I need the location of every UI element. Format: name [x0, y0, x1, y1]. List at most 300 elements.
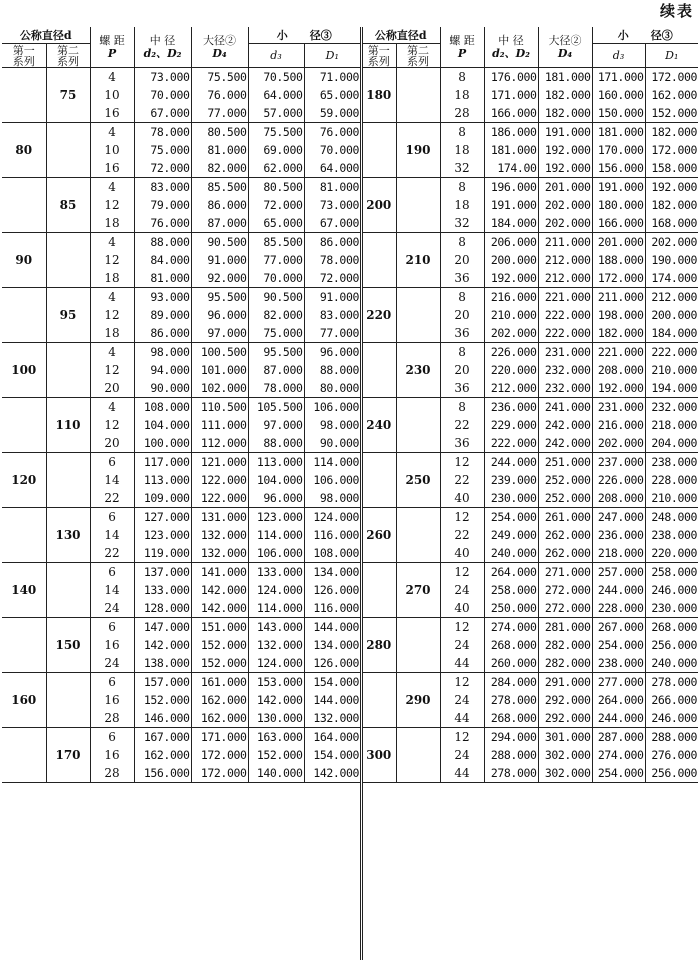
- minor-d3-value: 114.000: [248, 526, 304, 544]
- pitch-value: 6: [90, 508, 134, 527]
- nominal-diameter-header-r: 公称直径d: [362, 27, 440, 44]
- minor-d3-value: 163.000: [248, 728, 304, 747]
- minor-D1-value: 240.000: [645, 654, 698, 673]
- minor-d3-value: 75.500: [248, 123, 304, 142]
- minor-d3-value: 171.000: [592, 68, 645, 87]
- pitch-diameter-value: 93.000: [134, 288, 191, 307]
- table-row: [2, 728, 360, 747]
- major-diameter-value: 86.000: [191, 196, 248, 214]
- minor-D1-value: 194.000: [645, 379, 698, 398]
- pitch-diameter-value: 138.000: [134, 654, 191, 673]
- minor-d3-value: 216.000: [592, 416, 645, 434]
- series1-diameter: [2, 618, 46, 673]
- pitch-dia-symbol-r: d₂、D₂: [492, 47, 530, 60]
- pitch-diameter-value: 67.000: [134, 104, 191, 123]
- minor-d3-value: 191.000: [592, 178, 645, 197]
- pitch-value: 28: [90, 709, 134, 728]
- pitch-diameter-value: 260.000: [484, 654, 538, 673]
- major-diameter-value: 282.000: [538, 654, 592, 673]
- pitch-diameter-value: 75.000: [134, 141, 191, 159]
- series1-diameter: [362, 563, 396, 618]
- series2-diameter: 230: [396, 343, 440, 398]
- thread-table-right: [362, 27, 698, 783]
- series2-header-r: [396, 44, 440, 68]
- major-diameter-value: 142.000: [191, 599, 248, 618]
- pitch-value: 8: [440, 178, 484, 197]
- major-diameter-value: 132.000: [191, 526, 248, 544]
- major-symbol-r: D₄: [557, 47, 573, 60]
- minor-diameter-header-r: 小 径③: [592, 27, 698, 44]
- major-diameter-value: 212.000: [538, 269, 592, 288]
- pitch-value: 8: [440, 288, 484, 307]
- series2-diameter: 75: [46, 68, 90, 123]
- major-diameter-value: 97.000: [191, 324, 248, 343]
- major-diameter-value: 87.000: [191, 214, 248, 233]
- pitch-value: 12: [440, 673, 484, 692]
- pitch-diameter-value: 162.000: [134, 746, 191, 764]
- pitch-diameter-value: 147.000: [134, 618, 191, 637]
- table-row: [2, 233, 360, 252]
- series1-diameter: 240: [362, 398, 396, 453]
- major-diameter-value: 191.000: [538, 123, 592, 142]
- minor-d3-value: 62.000: [248, 159, 304, 178]
- major-diameter-value: 182.000: [538, 86, 592, 104]
- thread-table-left: [2, 27, 360, 783]
- pitch-value: 10: [90, 86, 134, 104]
- major-diameter-value: 181.000: [538, 68, 592, 87]
- major-diameter-value: 192.000: [538, 159, 592, 178]
- table-row: [362, 288, 698, 307]
- pitch-diameter-value: 268.000: [484, 709, 538, 728]
- minor-D1-value: 168.000: [645, 214, 698, 233]
- minor-d3-value: 277.000: [592, 673, 645, 692]
- pitch-diameter-value: 239.000: [484, 471, 538, 489]
- minor-d3-value: 95.500: [248, 343, 304, 362]
- table-row: [362, 178, 698, 197]
- series2-header: [46, 44, 90, 68]
- pitch-label-2: 距: [113, 34, 125, 47]
- pitch-value: 44: [440, 709, 484, 728]
- minor-d3-value: 65.000: [248, 214, 304, 233]
- series2-diameter: [396, 618, 440, 673]
- minor-d3-value: 142.000: [248, 691, 304, 709]
- pitch-value: 12: [440, 508, 484, 527]
- pitch-value: 4: [90, 68, 134, 87]
- table-row: [362, 343, 698, 362]
- major-diameter-value: 252.000: [538, 489, 592, 508]
- minor-d3-value: 244.000: [592, 581, 645, 599]
- nominal-diameter-header: 公称直径d: [2, 27, 90, 44]
- minor-D1-value: 152.000: [645, 104, 698, 123]
- pitch-diameter-value: 79.000: [134, 196, 191, 214]
- pitch-diameter-value: 167.000: [134, 728, 191, 747]
- pitch-diameter-value: 73.000: [134, 68, 191, 87]
- major-diameter-value: 95.500: [191, 288, 248, 307]
- pitch-value: 32: [440, 214, 484, 233]
- major-diameter-value: 122.000: [191, 471, 248, 489]
- minor-D1-header: D₁: [304, 44, 360, 68]
- minor-d3-value: 160.000: [592, 86, 645, 104]
- pitch-diameter-value: 156.000: [134, 764, 191, 783]
- series1-diameter: 80: [2, 123, 46, 178]
- minor-D1-value: 77.000: [304, 324, 360, 343]
- minor-d3-value: 218.000: [592, 544, 645, 563]
- table-row: [2, 398, 360, 417]
- pitch-value: 18: [90, 214, 134, 233]
- minor-d3-value: 124.000: [248, 581, 304, 599]
- major-diameter-value: 82.000: [191, 159, 248, 178]
- minor-D1-value: 184.000: [645, 324, 698, 343]
- table-row: [362, 233, 698, 252]
- pitch-diameter-value: 212.000: [484, 379, 538, 398]
- minor-d3-value: 57.000: [248, 104, 304, 123]
- major-diameter-value: 302.000: [538, 746, 592, 764]
- pitch-value: 18: [90, 269, 134, 288]
- minor-D1-value: 91.000: [319, 290, 360, 304]
- major-diameter-value: 141.000: [191, 563, 248, 582]
- pitch-dia-symbol: d₂、D₂: [143, 47, 182, 60]
- minor-D1-value: 154.000: [313, 675, 360, 689]
- minor-d3-value: 238.000: [592, 654, 645, 673]
- series1-diameter: [2, 398, 46, 453]
- pitch-dia-label-1-r: 中: [498, 34, 510, 47]
- pitch-value: 6: [90, 453, 134, 472]
- minor-D1-value: 210.000: [645, 489, 698, 508]
- series2-label-1: 第二: [57, 43, 79, 57]
- pitch-diameter-value: 78.000: [134, 123, 191, 142]
- table-row: [2, 673, 360, 692]
- minor-D1-value: 218.000: [651, 418, 698, 432]
- pitch-value: 12: [90, 306, 134, 324]
- table-row: [2, 508, 360, 527]
- minor-d3-value: 153.000: [248, 673, 304, 692]
- minor-d3-value: 82.000: [248, 306, 304, 324]
- pitch-symbol: P: [107, 47, 117, 60]
- series1-diameter: 140: [2, 563, 46, 618]
- major-diameter-value: 202.000: [538, 196, 592, 214]
- minor-d3-value: 180.000: [592, 196, 645, 214]
- minor-d3-value: 226.000: [592, 471, 645, 489]
- series1-diameter: 90: [2, 233, 46, 288]
- minor-D1-value: 126.000: [313, 583, 360, 597]
- series2-diameter: 85: [46, 178, 90, 233]
- minor-D1-value: 72.000: [304, 269, 360, 288]
- major-diameter-value: 221.000: [538, 288, 592, 307]
- minor-D1-value: 114.000: [313, 455, 360, 469]
- pitch-value: 32: [440, 159, 484, 178]
- minor-d3-value: 77.000: [248, 251, 304, 269]
- minor-D1-value: 86.000: [319, 235, 360, 249]
- series1-diameter: 100: [2, 343, 46, 398]
- minor-D1-value: 65.000: [319, 88, 360, 102]
- major-diameter-value: 232.000: [538, 361, 592, 379]
- major-diameter-value: 211.000: [538, 233, 592, 252]
- pitch-value: 12: [440, 618, 484, 637]
- pitch-diameter-value: 278.000: [484, 691, 538, 709]
- minor-d3-value: 113.000: [248, 453, 304, 472]
- major-diameter-value: 292.000: [538, 691, 592, 709]
- minor-D1-value: 164.000: [313, 730, 360, 744]
- minor-d3-value: 287.000: [592, 728, 645, 747]
- minor-d3-value: 70.000: [248, 269, 304, 288]
- pitch-value: 6: [90, 728, 134, 747]
- pitch-value: 24: [90, 599, 134, 618]
- minor-D1-value: 59.000: [304, 104, 360, 123]
- minor-D1-value: 70.000: [319, 143, 360, 157]
- pitch-value: 16: [90, 159, 134, 178]
- major-diameter-value: 231.000: [538, 343, 592, 362]
- minor-d3-value: 254.000: [592, 636, 645, 654]
- pitch-value: 36: [440, 324, 484, 343]
- minor-D1-value: 204.000: [645, 434, 698, 453]
- series2-diameter: 190: [396, 123, 440, 178]
- pitch-label-1-r: 螺: [449, 34, 461, 47]
- major-diameter-value: 212.000: [538, 251, 592, 269]
- pitch-diameter-value: 146.000: [134, 709, 191, 728]
- pitch-diameter-value: 83.000: [134, 178, 191, 197]
- pitch-diameter-value: 88.000: [134, 233, 191, 252]
- pitch-diameter-value: 157.000: [134, 673, 191, 692]
- pitch-diameter-value: 171.000: [484, 86, 538, 104]
- minor-D1-value: 64.000: [304, 159, 360, 178]
- pitch-diameter-value: 117.000: [134, 453, 191, 472]
- series1-diameter: 200: [362, 178, 396, 233]
- pitch-value: 18: [440, 86, 484, 104]
- pitch-value: 20: [440, 251, 484, 269]
- series1-diameter: 300: [362, 728, 396, 783]
- pitch-diameter-value: 244.000: [484, 453, 538, 472]
- minor-D1-value: 78.000: [319, 253, 360, 267]
- pitch-value: 22: [440, 471, 484, 489]
- series2-label-2: 系列: [57, 54, 79, 68]
- pitch-value: 12: [440, 728, 484, 747]
- major-diameter-value: 100.500: [191, 343, 248, 362]
- pitch-symbol-r: P: [457, 47, 467, 60]
- pitch-value: 22: [440, 416, 484, 434]
- major-diameter-value: 161.000: [191, 673, 248, 692]
- minor-D1-value: 124.000: [313, 510, 360, 524]
- major-diameter-value: 162.000: [191, 709, 248, 728]
- series2-diameter: 270: [396, 563, 440, 618]
- pitch-value: 12: [90, 361, 134, 379]
- minor-D1-value: 228.000: [651, 473, 698, 487]
- pitch-value: 6: [90, 563, 134, 582]
- pitch-value: 6: [90, 618, 134, 637]
- minor-d3-value: 72.000: [248, 196, 304, 214]
- minor-D1-value: 192.000: [651, 180, 698, 194]
- pitch-value: 44: [440, 764, 484, 783]
- major-label-r: 大径②: [548, 34, 582, 47]
- minor-D1-value: 73.000: [319, 198, 360, 212]
- minor-D1-value: 71.000: [319, 70, 360, 84]
- pitch-diameter-value: 86.000: [134, 324, 191, 343]
- pitch-diameter-value: 254.000: [484, 508, 538, 527]
- series1-diameter: [362, 233, 396, 288]
- pitch-value: 20: [440, 361, 484, 379]
- major-diameter-value: 192.000: [538, 141, 592, 159]
- pitch-value: 4: [90, 123, 134, 142]
- pitch-diameter-value: 184.000: [484, 214, 538, 233]
- minor-D1-value: 144.000: [313, 693, 360, 707]
- minor-D1-value: 246.000: [645, 709, 698, 728]
- series1-diameter: 280: [362, 618, 396, 673]
- minor-d3-value: 132.000: [248, 636, 304, 654]
- pitch-diameter-value: 174.00: [484, 159, 538, 178]
- major-diameter-value: 261.000: [538, 508, 592, 527]
- major-diameter-value: 292.000: [538, 709, 592, 728]
- pitch-diameter-value: 70.000: [134, 86, 191, 104]
- pitch-value: 20: [90, 434, 134, 453]
- pitch-diameter-value: 294.000: [484, 728, 538, 747]
- series2-diameter: 210: [396, 233, 440, 288]
- major-diameter-value: 171.000: [191, 728, 248, 747]
- major-diameter-value: 111.000: [191, 416, 248, 434]
- major-diameter-value: 112.000: [191, 434, 248, 453]
- series2-diameter: [396, 398, 440, 453]
- major-diameter-value: 152.000: [191, 636, 248, 654]
- major-diameter-value: 91.000: [191, 251, 248, 269]
- minor-d3-value: 208.000: [592, 361, 645, 379]
- minor-D1-value: 80.000: [304, 379, 360, 398]
- pitch-value: 14: [90, 526, 134, 544]
- minor-D1-value: 172.000: [651, 143, 698, 157]
- minor-d3-value: 69.000: [248, 141, 304, 159]
- pitch-diameter-value: 123.000: [134, 526, 191, 544]
- series2-diameter: 95: [46, 288, 90, 343]
- minor-D1-value: 256.000: [651, 638, 698, 652]
- minor-d3-value: 244.000: [592, 709, 645, 728]
- series1-diameter: [362, 453, 396, 508]
- series1-diameter: 220: [362, 288, 396, 343]
- major-diameter-value: 281.000: [538, 618, 592, 637]
- pitch-label-1: 螺: [99, 34, 111, 47]
- pitch-value: 44: [440, 654, 484, 673]
- minor-d3-value: 166.000: [592, 214, 645, 233]
- series1-diameter: [2, 68, 46, 123]
- table-row: [362, 398, 698, 417]
- minor-D1-value: 190.000: [651, 253, 698, 267]
- pitch-value: 28: [440, 104, 484, 123]
- pitch-value: 18: [90, 324, 134, 343]
- minor-d3-value: 88.000: [248, 434, 304, 453]
- pitch-value: 24: [440, 636, 484, 654]
- major-diameter-value: 222.000: [538, 324, 592, 343]
- minor-D1-value: 182.000: [651, 198, 698, 212]
- minor-d3-value: 85.500: [248, 233, 304, 252]
- series1-diameter: [2, 508, 46, 563]
- continued-label: 续表: [659, 2, 694, 20]
- minor-d3-value: 211.000: [592, 288, 645, 307]
- minor-D1-value: 90.000: [304, 434, 360, 453]
- pitch-diameter-value: 89.000: [134, 306, 191, 324]
- pitch-diameter-value: 81.000: [134, 269, 191, 288]
- major-diameter-value: 76.000: [191, 86, 248, 104]
- minor-D1-value: 134.000: [313, 638, 360, 652]
- minor-d3-value: 274.000: [592, 746, 645, 764]
- major-diameter-value: 242.000: [538, 434, 592, 453]
- pitch-value: 8: [440, 68, 484, 87]
- minor-D1-value: 106.000: [313, 473, 360, 487]
- pitch-diameter-value: 84.000: [134, 251, 191, 269]
- pitch-diameter-value: 104.000: [134, 416, 191, 434]
- minor-D1-value: 144.000: [313, 620, 360, 634]
- minor-D1-value: 200.000: [651, 308, 698, 322]
- pitch-value: 20: [440, 306, 484, 324]
- pitch-header: [90, 27, 134, 68]
- minor-d3-value: 87.000: [248, 361, 304, 379]
- pitch-value: 40: [440, 544, 484, 563]
- major-diameter-value: 132.000: [191, 544, 248, 563]
- pitch-value: 40: [440, 489, 484, 508]
- minor-d3-header: d₃: [248, 44, 304, 68]
- pitch-diameter-value: 220.000: [484, 361, 538, 379]
- pitch-value: 14: [90, 581, 134, 599]
- minor-D1-value: 256.000: [645, 764, 698, 783]
- pitch-diameter-value: 206.000: [484, 233, 538, 252]
- minor-D1-value: 132.000: [304, 709, 360, 728]
- pitch-diameter-value: 274.000: [484, 618, 538, 637]
- series1-header-r: [362, 44, 396, 68]
- minor-D1-value: 116.000: [313, 528, 360, 542]
- minor-D1-value: 210.000: [651, 363, 698, 377]
- pitch-value: 10: [90, 141, 134, 159]
- minor-d3-value: 264.000: [592, 691, 645, 709]
- pitch-diameter-value: 176.000: [484, 68, 538, 87]
- minor-D1-value: 238.000: [651, 528, 698, 542]
- pitch-value: 12: [440, 563, 484, 582]
- pitch-value: 36: [440, 434, 484, 453]
- minor-d3-value: 201.000: [592, 233, 645, 252]
- minor-diameter-header: 小 径③: [248, 27, 360, 44]
- major-diameter-value: 241.000: [538, 398, 592, 417]
- minor-d3-value: 75.000: [248, 324, 304, 343]
- series2-diameter: 170: [46, 728, 90, 783]
- pitch-value: 22: [440, 526, 484, 544]
- pitch-diameter-value: 152.000: [134, 691, 191, 709]
- series1-label-1: 第一: [12, 43, 35, 57]
- series2-diameter: 150: [46, 618, 90, 673]
- table-row: [362, 123, 698, 142]
- pitch-diameter-value: 264.000: [484, 563, 538, 582]
- pitch-value: 24: [440, 581, 484, 599]
- pitch-dia-label-1: 中: [149, 34, 161, 47]
- major-diameter-value: 142.000: [191, 581, 248, 599]
- pitch-diameter-value: 142.000: [134, 636, 191, 654]
- table-row: [2, 343, 360, 362]
- series1-diameter: [2, 288, 46, 343]
- series1-diameter: [2, 178, 46, 233]
- pitch-diameter-value: 284.000: [484, 673, 538, 692]
- minor-D1-value: 220.000: [645, 544, 698, 563]
- minor-D1-value: 174.000: [645, 269, 698, 288]
- minor-d3-value: 192.000: [592, 379, 645, 398]
- pitch-value: 24: [440, 746, 484, 764]
- left-table-body: [2, 68, 360, 783]
- pitch-value: 16: [90, 691, 134, 709]
- pitch-value: 12: [90, 251, 134, 269]
- major-diameter-value: 272.000: [538, 581, 592, 599]
- pitch-diameter-value: 191.000: [484, 196, 538, 214]
- minor-d3-value: 106.000: [248, 544, 304, 563]
- major-diameter-value: 122.000: [191, 489, 248, 508]
- major-diameter-value: 121.000: [191, 453, 248, 472]
- minor-d3-value: 104.000: [248, 471, 304, 489]
- pitch-value: 28: [90, 764, 134, 783]
- pitch-diameter-value: 181.000: [484, 141, 538, 159]
- minor-D1-value: 288.000: [651, 730, 698, 744]
- major-diameter-value: 162.000: [191, 691, 248, 709]
- right-table-body: [362, 68, 698, 783]
